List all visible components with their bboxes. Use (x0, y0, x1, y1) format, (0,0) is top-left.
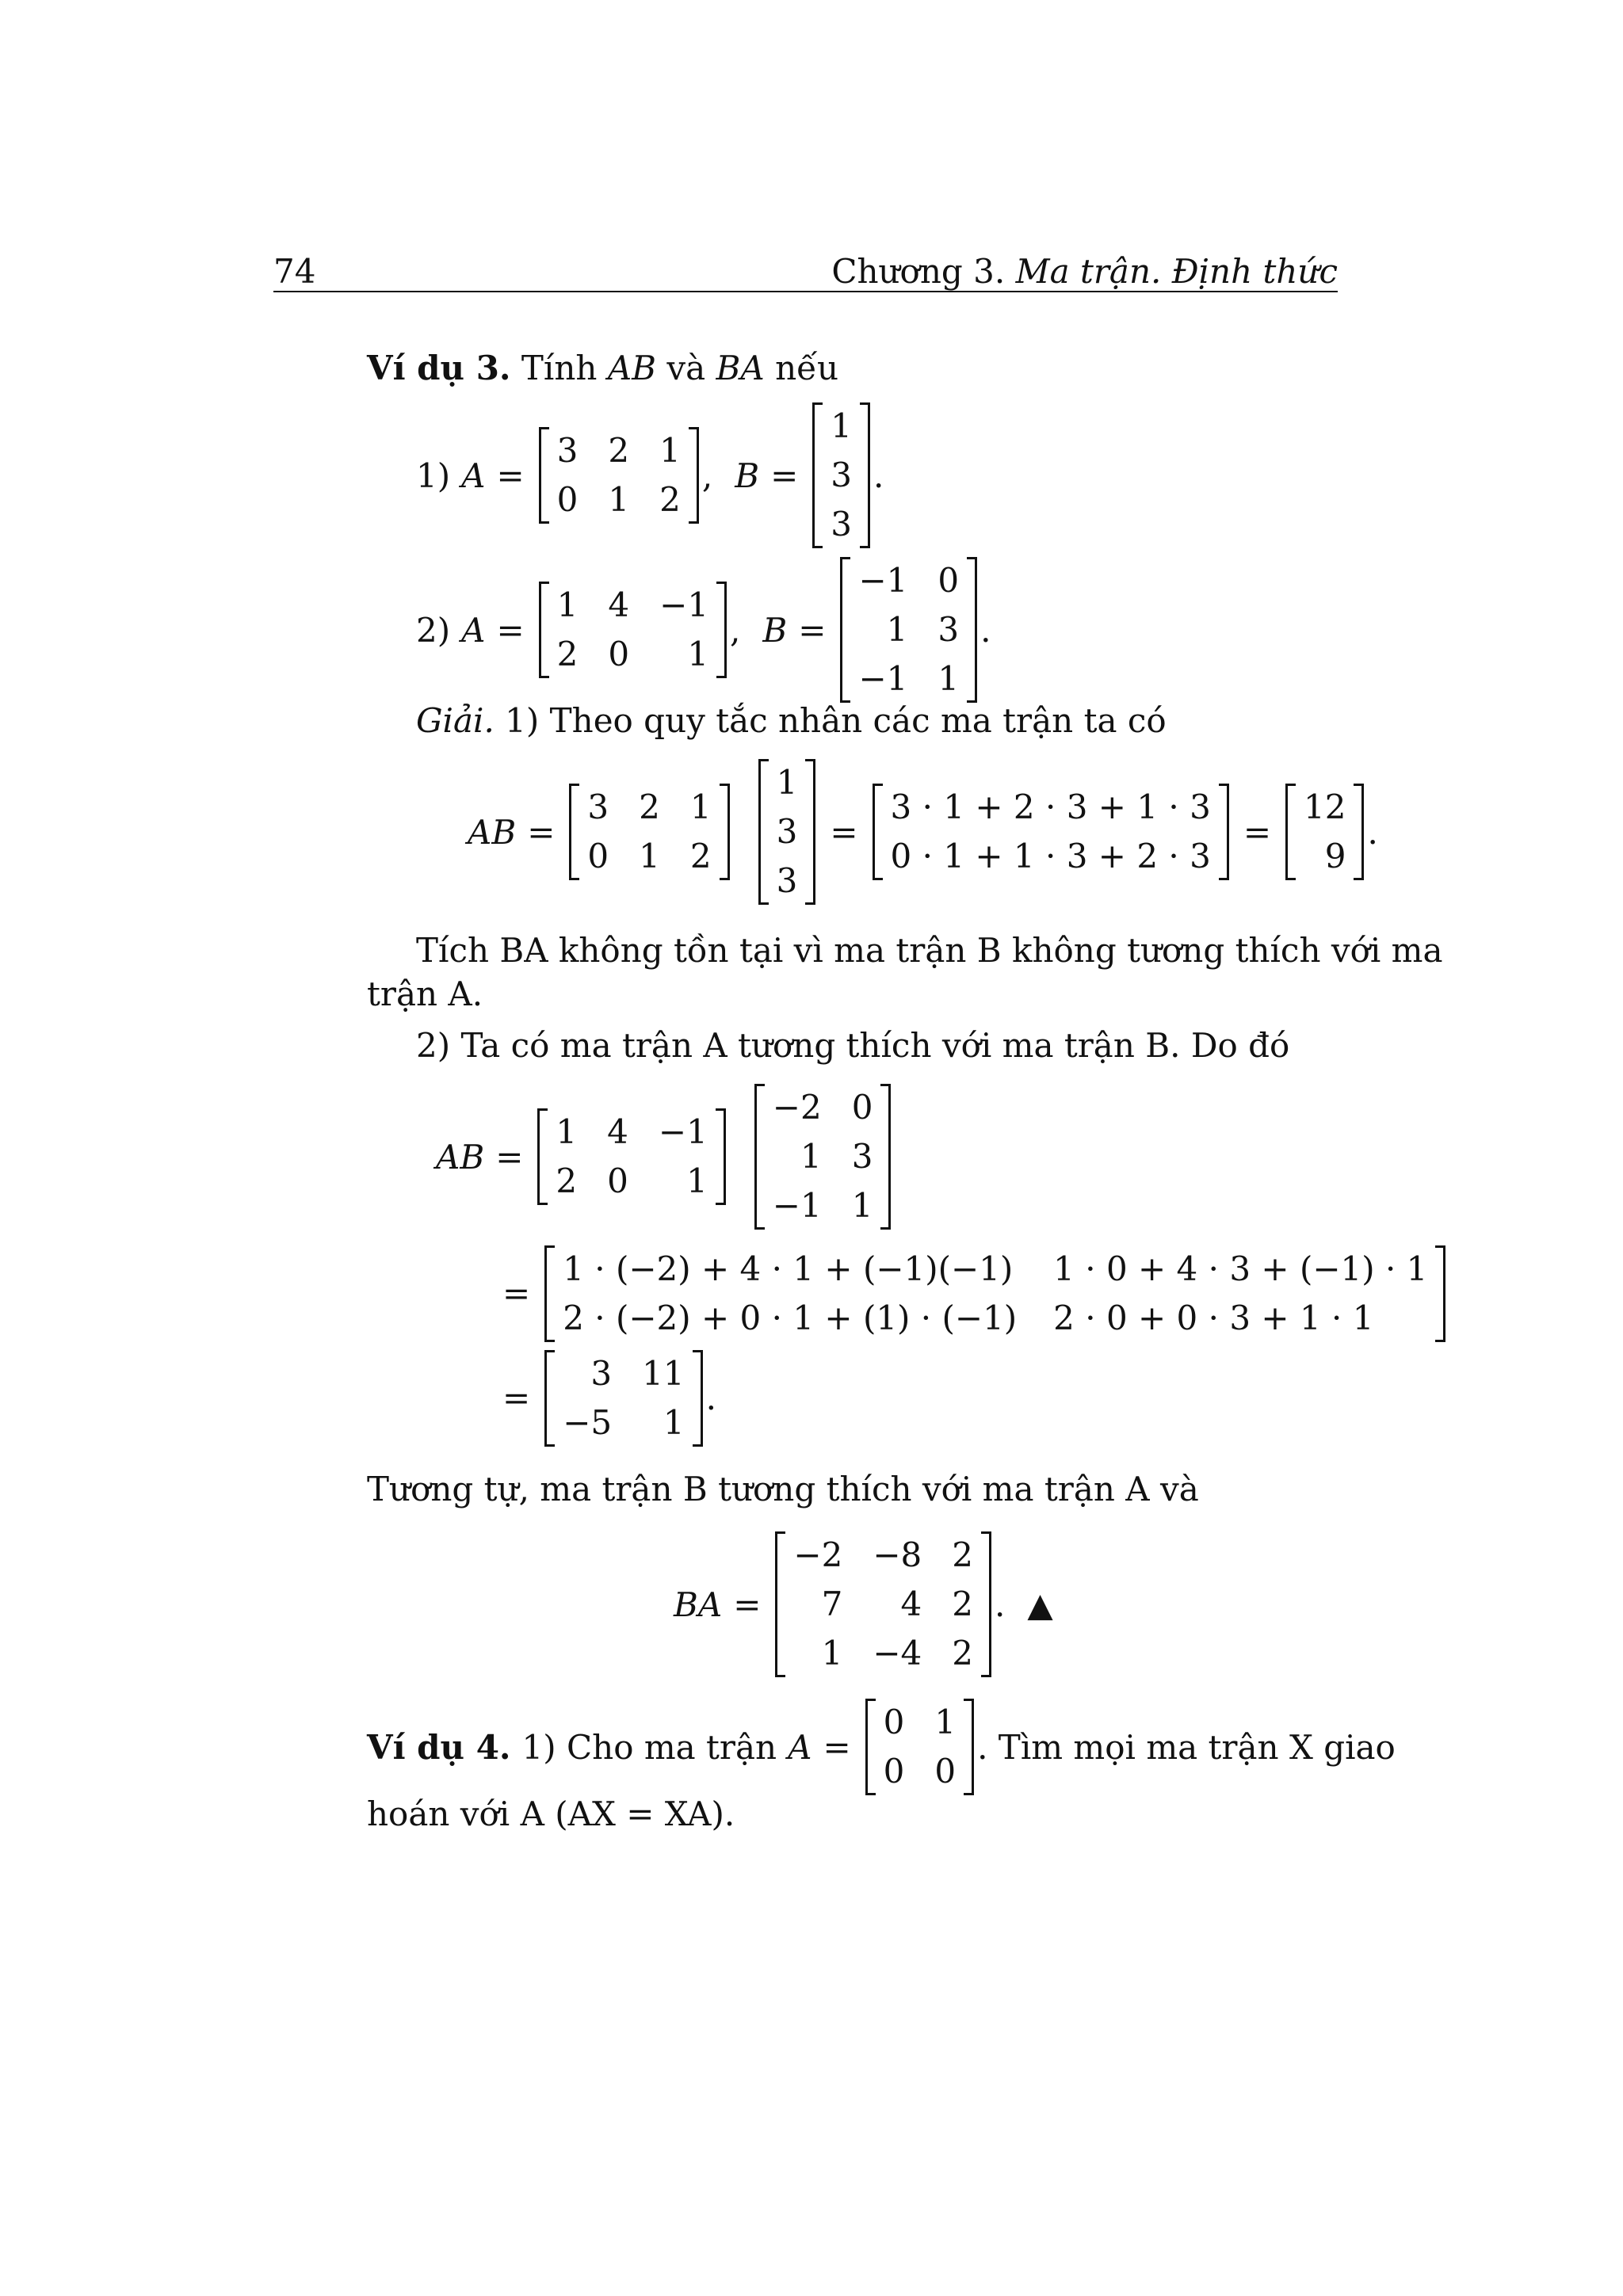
result-matrix (544, 1350, 702, 1447)
matrix-cell: 7 (821, 1585, 843, 1623)
matrix-cell: 2 (659, 480, 681, 519)
matrix-cell: −1 (772, 1186, 822, 1225)
example3-part1 (416, 404, 884, 547)
matrix-cell: 2 (952, 1535, 973, 1574)
example4-label: Ví dụ 4. (367, 1727, 511, 1767)
matrix-cell: −1 (659, 585, 709, 624)
matrix-cell: 3 · 1 + 2 · 3 + 1 · 3 (890, 788, 1211, 826)
matrix-cell: 1 (556, 1112, 578, 1151)
equals: = (495, 1137, 524, 1177)
matrix-cell: 1 (821, 1634, 843, 1672)
matrix-cell: 0 (934, 1752, 957, 1791)
chapter-title: Ma trận. Định thức (1015, 252, 1338, 291)
matrix-cell: 1 (934, 1703, 957, 1741)
matrix-cell: 3 (938, 610, 960, 649)
matrix-cell: 0 (608, 635, 630, 673)
period: . (873, 456, 884, 495)
chapter-number: Chương 3. (831, 252, 1006, 291)
matrix-b (758, 759, 816, 905)
statement-ba: BA (716, 349, 765, 387)
matrix-a-part2 (539, 582, 727, 678)
matrix-a (569, 784, 729, 880)
matrix-cell: 1 (639, 837, 660, 875)
matrix-cell: 3 (851, 1137, 873, 1176)
statement-if: nếu (775, 349, 839, 387)
matrix-cell: 1 (776, 763, 798, 802)
end-of-proof-icon: ▲ (1027, 1585, 1053, 1624)
equals: = (496, 610, 525, 650)
statement-and: và (666, 349, 706, 387)
running-header (831, 252, 1338, 291)
ba-label: BA (674, 1585, 723, 1624)
matrix-cell: 3 (776, 861, 798, 900)
matrix-cell: 2 (556, 635, 579, 673)
equals: = (527, 812, 556, 852)
matrix-cell: 1 (659, 431, 681, 470)
matrix-cell: 2 (952, 1634, 973, 1672)
equals: = (502, 1274, 531, 1313)
equals: = (1243, 812, 1272, 852)
var-a: A (788, 1727, 812, 1767)
matrix-b-part2 (840, 557, 977, 703)
matrix-a-part1 (539, 427, 699, 524)
matrix-cell: 3 (776, 812, 798, 851)
example4-matrix (865, 1699, 974, 1795)
matrix-a (537, 1108, 725, 1205)
matrix-cell: 4 (900, 1585, 922, 1623)
matrix-cell: 4 (607, 1112, 628, 1151)
part2-label: 2) (416, 610, 451, 650)
matrix-cell: 1 (686, 1161, 708, 1200)
matrix-cell: 0 (883, 1703, 905, 1741)
comma: , (701, 456, 713, 495)
equals: = (502, 1379, 531, 1417)
equals: = (823, 1727, 851, 1767)
matrix-cell: 1 · (−2) + 4 · 1 + (−1)(−1) (563, 1249, 1014, 1288)
expanded-matrix (544, 1245, 1445, 1342)
matrix-cell: 2 (952, 1585, 973, 1623)
example3-part2 (416, 559, 991, 701)
solution-intro-text: 1) Theo quy tắc nhân các ma trận ta có (505, 701, 1167, 740)
ba-matrix (775, 1531, 991, 1677)
matrix-cell: 2 (608, 431, 630, 470)
matrix-cell: 0 (607, 1161, 628, 1200)
matrix-cell: 3 (556, 431, 579, 470)
matrix-cell: 4 (608, 585, 630, 624)
matrix-cell: 2 (639, 788, 660, 826)
equals: = (770, 456, 799, 495)
matrix-cell: −4 (873, 1634, 922, 1672)
period: . (994, 1585, 1006, 1624)
matrix-cell: −1 (658, 1112, 708, 1151)
matrix-cell: 1 (556, 585, 579, 624)
matrix-cell: −8 (873, 1535, 922, 1574)
matrix-cell: 3 (831, 456, 853, 494)
period: . (1367, 812, 1378, 852)
statement-text: Tính (521, 349, 598, 387)
matrix-cell: 2 (689, 837, 712, 875)
example4-line1 (367, 1699, 1396, 1794)
matrix-cell: −5 (563, 1402, 613, 1442)
ab-product-part2 (436, 1085, 894, 1228)
matrix-cell: 0 (587, 837, 609, 875)
equals: = (496, 456, 525, 495)
equals: = (798, 610, 827, 650)
part1-label: 1) (416, 456, 451, 495)
var-a: A (461, 456, 486, 495)
comma: , (730, 610, 741, 650)
matrix-cell: 0 (883, 1752, 905, 1791)
matrix-cell: 0 (938, 561, 960, 600)
ba-note-line2: trận A. (367, 974, 483, 1013)
matrix-cell: 2 · 0 + 0 · 3 + 1 · 1 (1053, 1298, 1374, 1337)
matrix-cell: 1 (938, 659, 960, 698)
matrix-cell: 9 (1324, 837, 1346, 875)
ab-label: AB (468, 812, 517, 852)
var-b: B (735, 456, 760, 495)
example4-line2: hoán với A (AX = XA). (367, 1794, 735, 1833)
product-result (1285, 784, 1364, 880)
ab-result-part2 (491, 1348, 716, 1447)
statement-ab: AB (607, 349, 657, 387)
matrix-cell: 0 (556, 480, 579, 519)
solution-label: Giải. (416, 701, 495, 740)
matrix-cell: 12 (1304, 788, 1346, 826)
example3-heading (367, 349, 838, 387)
var-b: B (762, 610, 788, 650)
matrix-cell: 1 (886, 610, 908, 649)
equals: = (830, 812, 858, 852)
header-rule (273, 291, 1338, 292)
matrix-cell: 1 (689, 788, 712, 826)
matrix-cell: 1 (851, 1186, 873, 1225)
matrix-cell: 3 (587, 788, 609, 826)
var-a: A (461, 610, 486, 650)
matrix-cell: 0 (851, 1088, 873, 1127)
ba-product (674, 1529, 1053, 1680)
matrix-cell: −1 (858, 659, 908, 698)
period: . (705, 1379, 716, 1417)
ab-product-part1 (468, 761, 1378, 903)
matrix-cell: 1 · 0 + 4 · 3 + (−1) · 1 (1053, 1249, 1428, 1288)
matrix-cell: 2 · (−2) + 0 · 1 + (1) · (−1) (563, 1298, 1018, 1337)
part2-intro: 2) Ta có ma trận A tương thích với ma trận B. Do đó (416, 1026, 1290, 1065)
example3-label: Ví dụ 3. (367, 349, 511, 387)
matrix-cell: 3 (590, 1353, 613, 1393)
period: . (980, 610, 991, 650)
ab-expanded-part2 (491, 1244, 1449, 1343)
matrix-cell: 2 (556, 1161, 578, 1200)
matrix-cell: 1 (663, 1402, 685, 1442)
equals: = (733, 1585, 762, 1624)
example4-text-before: 1) Cho ma trận (521, 1727, 777, 1767)
matrix-cell: −2 (793, 1535, 843, 1574)
matrix-cell: 0 · 1 + 1 · 3 + 2 · 3 (890, 837, 1211, 875)
matrix-cell: 1 (687, 635, 709, 673)
ba-note-line1: Tích BA không tồn tại vì ma trận B không tương thích với ma (416, 931, 1443, 970)
ab-label: AB (436, 1137, 485, 1177)
product-expanded (873, 784, 1229, 880)
matrix-cell: 11 (642, 1353, 685, 1393)
matrix-b-part1 (812, 402, 870, 548)
matrix-cell: −1 (858, 561, 908, 600)
matrix-cell: −2 (772, 1088, 822, 1127)
matrix-cell: 1 (831, 406, 853, 445)
similar-text: Tương tự, ma trận B tương thích với ma trận A và (367, 1470, 1199, 1508)
solution-intro (416, 701, 1167, 740)
matrix-b (754, 1084, 892, 1230)
page-number: 74 (273, 252, 316, 291)
matrix-cell: 3 (831, 505, 853, 543)
matrix-cell: 1 (608, 480, 630, 519)
matrix-cell: 1 (800, 1137, 822, 1176)
example4-text-after: . Tìm mọi ma trận X giao (977, 1727, 1396, 1767)
